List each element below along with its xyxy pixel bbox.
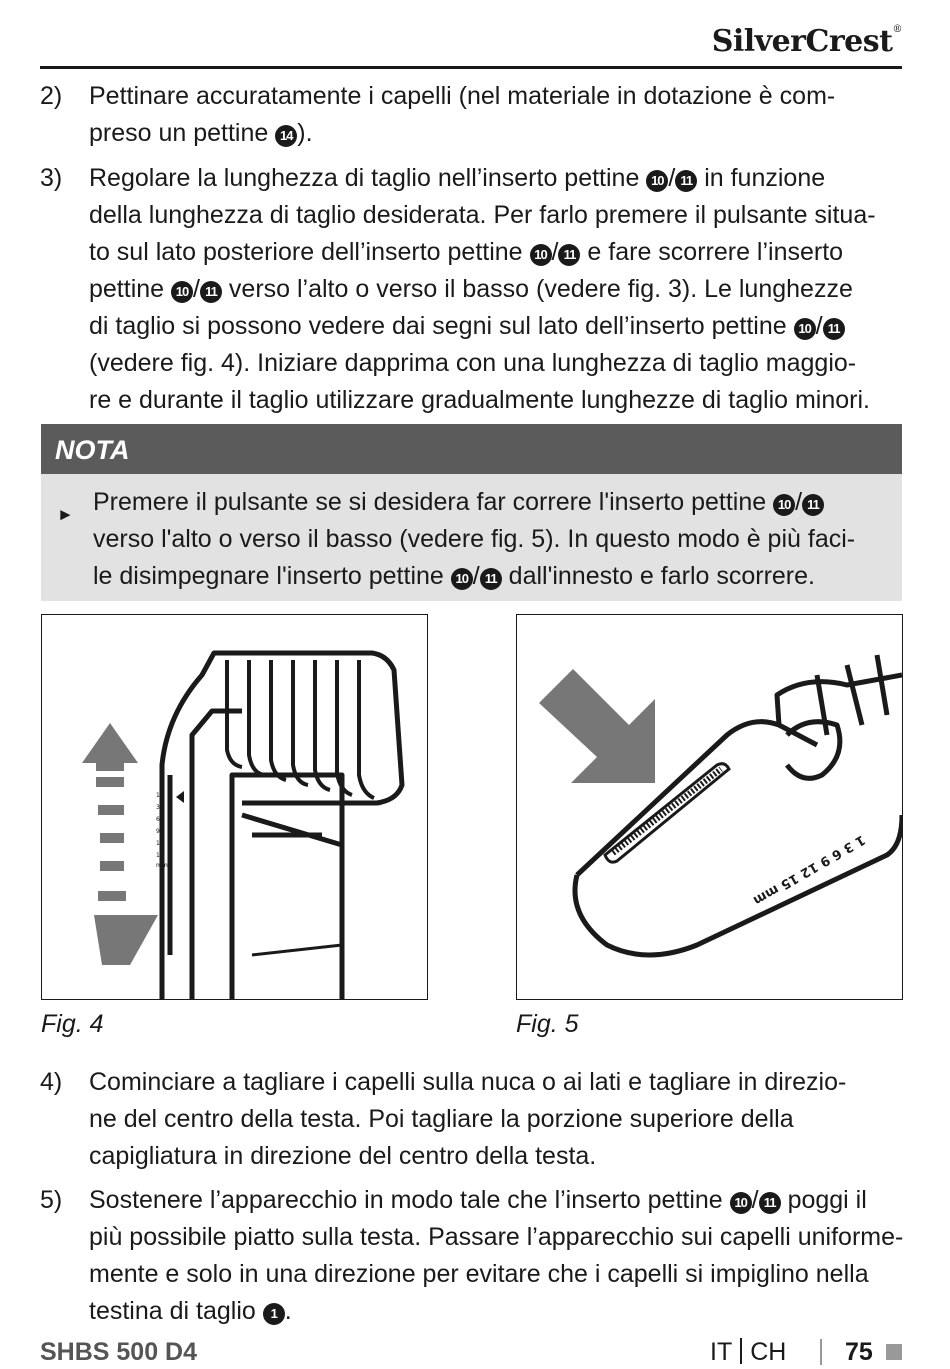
figure-4-caption: Fig. 4 (41, 1010, 104, 1038)
text-line: di taglio si possono vedere dai segni sul lato dell’inserto pettine 10 / 11 (89, 308, 902, 345)
text-line: to sul lato posteriore dell’inserto pettine 10 / 11 e fare scorrere l’inserto (89, 238, 844, 266)
part-reference-badge: 10 (794, 318, 816, 340)
step-text (89, 78, 902, 152)
registered-mark: ® (892, 24, 902, 35)
part-reference-badge: 11 (675, 170, 697, 192)
figure-5-illustration (516, 614, 903, 1000)
note-title: NOTA (41, 424, 902, 474)
header-rule (40, 66, 902, 69)
up-down-arrow-icon (82, 723, 158, 965)
part-reference-badge: 1 (263, 1303, 285, 1325)
text-line: Pettinare accuratamente i capelli (nel materiale in dotazione è com- (89, 82, 836, 110)
step-5 (40, 1182, 902, 1330)
text-line: Sostenere l’apparecchio in modo tale che l’inserto pettine 10 / 11 poggi il (89, 1186, 867, 1214)
language-codes (710, 1338, 786, 1367)
scale-mark: mm (156, 862, 168, 869)
part-reference-badge: 11 (558, 244, 580, 266)
part-reference-badge: 11 (759, 1192, 781, 1214)
step-number: 4) (40, 1068, 63, 1096)
part-reference-badge: 10 (646, 170, 668, 192)
step-number: 2) (40, 82, 63, 110)
text-line: verso l'alto o verso il basso (vedere fig. 5). In questo modo è più faci- (93, 525, 856, 553)
model-number: SHBS 500 D4 (40, 1338, 198, 1366)
text-line: Cominciare a tagliare i capelli sulla nuca o ai lati e tagliare in direzio- (89, 1068, 847, 1096)
scale-label: 1 3 6 9 12 15 mm (750, 831, 868, 908)
step-2 (40, 78, 902, 152)
step-number: 3) (40, 164, 63, 192)
part-reference-badge: 10 (451, 568, 473, 590)
note-text (93, 484, 902, 595)
part-reference-badge: 10 (730, 1192, 752, 1214)
figure-4-illustration (41, 614, 428, 1000)
note-box (41, 424, 902, 601)
text-line: ne del centro della testa. Poi tagliare la porzione superiore della (89, 1105, 794, 1133)
divider (740, 1338, 742, 1364)
text-line: re e durante il taglio utilizzare gradualmente lunghezze di taglio minori. (89, 386, 870, 414)
text-line: capigliatura in direzione del centro della testa. (89, 1142, 597, 1170)
scale-mark: 1 (156, 792, 160, 799)
text-line: mente e solo in una direzione per evitare che i capelli si impiglino nella (89, 1260, 869, 1288)
text-line: le disimpegnare l'inserto pettine 10 / 11 dall'innesto e farlo scorrere. (93, 562, 815, 590)
part-reference-badge: 11 (480, 568, 502, 590)
text-line: Regolare la lunghezza di taglio nell’inserto pettine 10 / 11 in funzione (89, 164, 826, 192)
part-reference-badge: 11 (823, 318, 845, 340)
step-4 (40, 1064, 902, 1175)
part-reference-badge: 11 (200, 281, 222, 303)
brand-name: SilverCrest (711, 24, 893, 59)
text-line: testina di taglio 1 . (89, 1297, 292, 1325)
text-line: pettine 10 / 11 verso l’alto o verso il basso (vedere fig. 3). Le lunghezze (89, 275, 853, 303)
bullet-arrow-icon: ► (57, 505, 74, 524)
scale-mark: 3 (156, 804, 160, 811)
text-line: più possibile piatto sulla testa. Passare l’apparecchio sui capelli uniforme- (89, 1223, 904, 1251)
scale-mark: 6 (156, 816, 160, 823)
step-text (89, 160, 902, 419)
part-reference-badge: 14 (275, 125, 297, 147)
text-line: Premere il pulsante se si desidera far correre l'inserto pettine 10 / 11 (93, 484, 902, 521)
text-line: della lunghezza di taglio desiderata. Per farlo premere il pulsante situa- (89, 201, 876, 229)
part-reference-badge: 10 (773, 494, 795, 516)
scale-mark: 12 (156, 840, 164, 847)
step-text (89, 1182, 902, 1330)
page-marker-square (886, 1344, 902, 1360)
lang-it: IT (710, 1338, 733, 1366)
part-reference-badge: 10 (530, 244, 552, 266)
divider (820, 1339, 822, 1365)
page-number: 75 (845, 1338, 873, 1366)
lang-ch: CH (750, 1338, 787, 1366)
figure-5-caption: Fig. 5 (516, 1010, 579, 1038)
step-text (89, 1064, 902, 1175)
part-reference-badge: 11 (802, 494, 824, 516)
brand-logo (712, 24, 902, 59)
text-line: preso un pettine 14 ). (89, 119, 313, 147)
scale-mark: 9 (156, 828, 160, 835)
diagonal-arrow-icon (539, 669, 655, 783)
text-line: (vedere fig. 4). Iniziare dapprima con una lunghezza di taglio maggio- (89, 349, 857, 377)
note-body (41, 474, 902, 595)
step-number: 5) (40, 1186, 63, 1214)
scale-mark: 15 (156, 852, 164, 859)
part-reference-badge: 10 (171, 281, 193, 303)
step-3 (40, 160, 902, 419)
